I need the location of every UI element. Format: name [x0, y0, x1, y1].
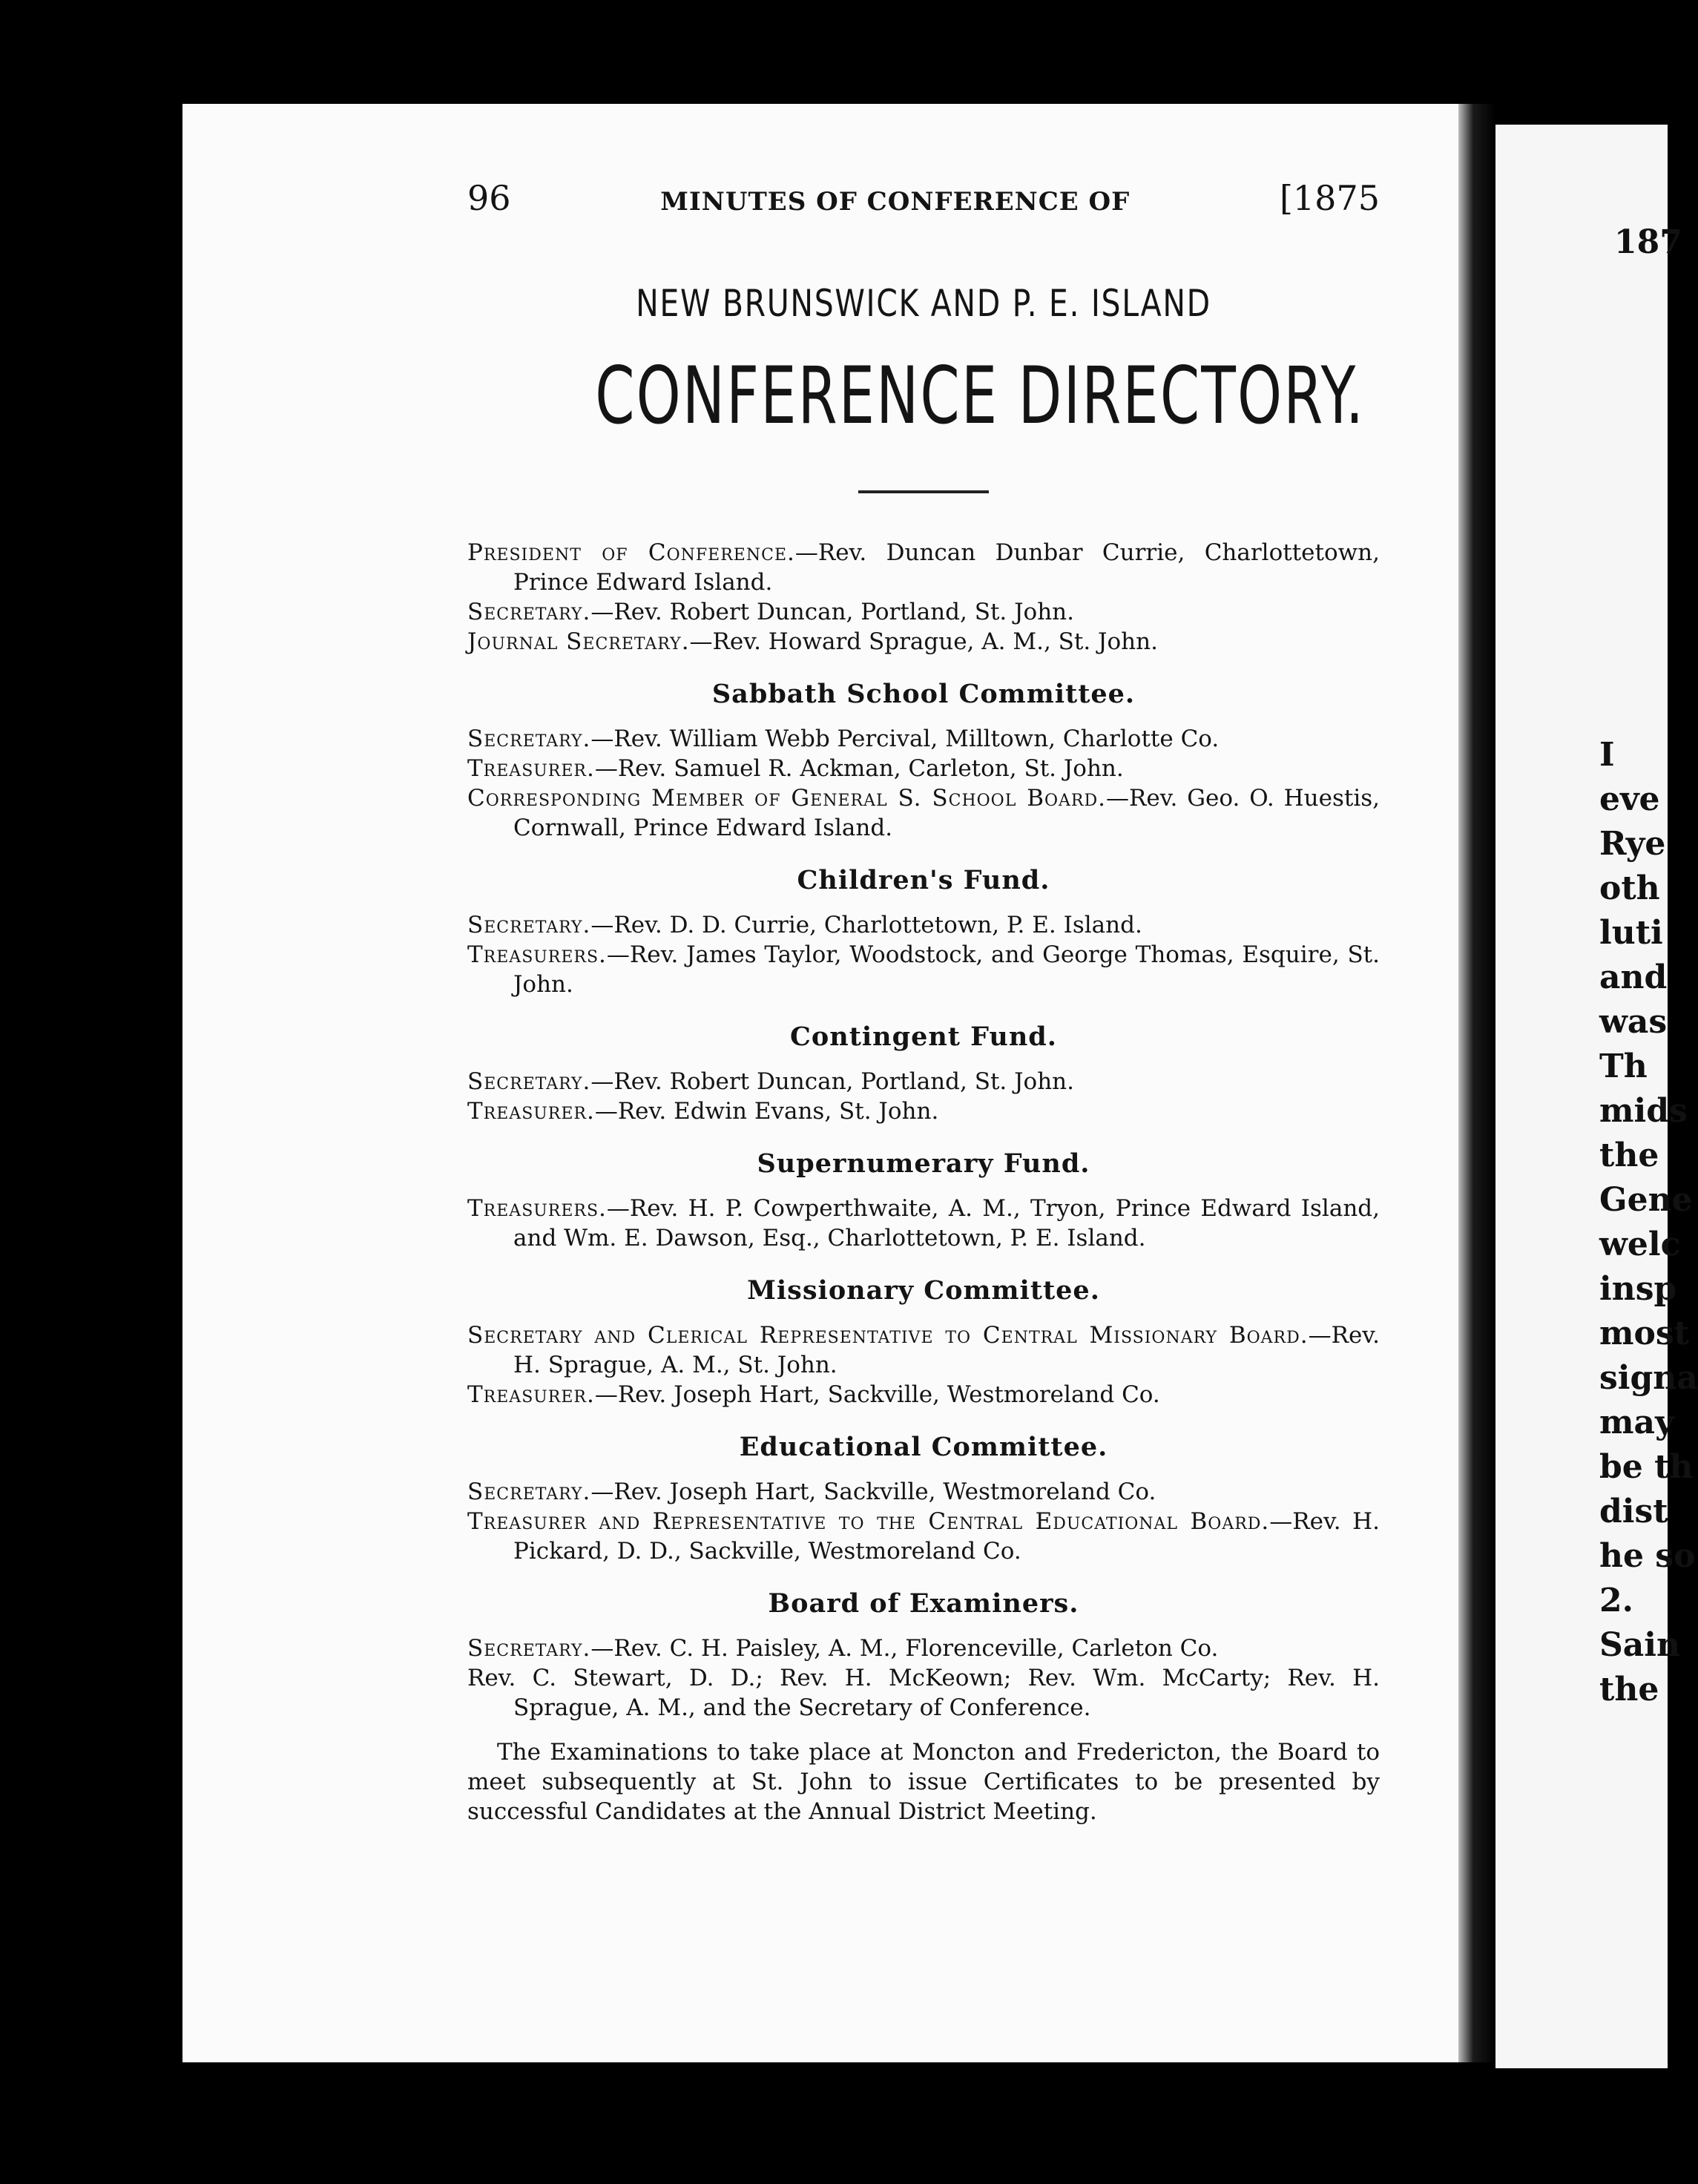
running-year: [1875	[1279, 178, 1380, 218]
entry-text: —Rev. Howard Sprague, A. M., St. John.	[689, 628, 1158, 655]
officer-entry	[467, 538, 1380, 597]
committee-section	[467, 865, 1380, 999]
right-page	[1495, 125, 1698, 2068]
committee-section	[467, 1432, 1380, 1566]
entry-text: —Rev. Joseph Hart, Sackville, Westmoreland Co.	[594, 1381, 1160, 1408]
committee-section	[467, 679, 1380, 843]
section-entry	[467, 1320, 1380, 1380]
right-page-line-fragment: and	[1599, 958, 1668, 996]
entry-text: —Rev. Joseph Hart, Sackville, Westmoreland Co.	[590, 1479, 1156, 1505]
section-entry	[467, 1194, 1380, 1253]
section-heading: Supernumerary Fund.	[757, 1148, 1090, 1179]
entry-text: —Rev. James Taylor, Woodstock, and George Thomas, Esquire, St. John.	[513, 941, 1380, 998]
committee-section	[467, 1588, 1380, 1723]
running-head	[467, 178, 1380, 223]
section-heading: Sabbath School Committee.	[711, 679, 1136, 709]
entry-label: Corresponding Member of General S. School Board.	[467, 785, 1106, 812]
officers-list	[467, 538, 1380, 657]
right-page-line-fragment: eve	[1599, 780, 1660, 818]
section-heading: Contingent Fund.	[790, 1022, 1057, 1052]
committee-section	[467, 1275, 1380, 1410]
right-page-line-fragment: the	[1599, 1671, 1659, 1708]
entry-label: Treasurers.	[467, 941, 607, 968]
section-heading: Missionary Committee.	[747, 1275, 1100, 1306]
section-entry	[467, 1663, 1380, 1723]
section-heading: Board of Examiners.	[768, 1588, 1079, 1619]
running-title: MINUTES OF CONFERENCE OF	[660, 187, 1131, 217]
committee-sections	[467, 679, 1380, 1723]
entry-label: Secretary.	[467, 1479, 591, 1505]
entry-label: Treasurer.	[467, 755, 595, 782]
entry-text: —Rev. Robert Duncan, Portland, St. John.	[590, 1068, 1074, 1095]
right-page-text-fragments	[1599, 733, 1698, 1712]
entry-text: —Rev. H. P. Cowperthwaite, A. M., Tryon, Prince Edward Island, and Wm. E. Dawson, Esq., Charlottetown, P. E. Island.	[513, 1195, 1380, 1251]
section-entry	[467, 910, 1380, 940]
committee-section	[467, 1148, 1380, 1253]
entry-text: —Rev. Geo. O. Huestis, Cornwall, Prince Edward Island.	[513, 785, 1380, 841]
directory-subtitle: NEW BRUNSWICK AND P. E. ISLAND	[636, 282, 1211, 325]
book-gutter	[1458, 104, 1495, 2062]
entry-text: —Rev. C. H. Paisley, A. M., Florenceville, Carleton Co.	[590, 1635, 1219, 1662]
closing-paragraph: The Examinations to take place at Moncton and Fredericton, the Board to meet subsequently at St. John to issue Certificates to be presented by successful Candidates at the Annual District Meeting.	[467, 1739, 1380, 1825]
entry-label: Secretary.	[467, 1635, 591, 1662]
entry-label: Secretary.	[467, 599, 591, 625]
section-entry	[467, 1507, 1380, 1566]
officer-entry	[467, 627, 1380, 657]
right-page-head-fragment: 187	[1614, 223, 1682, 261]
section-entry	[467, 783, 1380, 843]
section-heading: Children's Fund.	[797, 865, 1050, 895]
right-page-line-fragment: oth	[1599, 869, 1660, 907]
entry-label: President of Conference.	[467, 539, 795, 566]
right-page-line-fragment: Gene	[1599, 1181, 1693, 1219]
section-entry	[467, 1380, 1380, 1410]
entry-text: —Rev. H. Pickard, D. D., Sackville, Westmoreland Co.	[513, 1508, 1380, 1565]
entry-label: Treasurer.	[467, 1098, 595, 1125]
officer-entry	[467, 597, 1380, 627]
text-column	[467, 178, 1380, 1826]
entry-label: Secretary and Clerical Representative to Central Missionary Board.	[467, 1322, 1309, 1349]
section-entry	[467, 724, 1380, 754]
right-page-line-fragment: I	[1599, 736, 1615, 774]
right-page-line-fragment: signa	[1599, 1359, 1698, 1397]
entry-label: Secretary.	[467, 912, 591, 938]
right-page-line-fragment: luti	[1599, 914, 1663, 952]
right-page-line-fragment: Sain	[1599, 1626, 1680, 1664]
section-entry	[467, 1096, 1380, 1126]
right-page-line-fragment: was	[1599, 1003, 1668, 1041]
right-page-line-fragment: be th	[1599, 1448, 1694, 1486]
title-rule	[858, 490, 989, 493]
entry-label: Secretary.	[467, 726, 591, 752]
entry-label: Journal Secretary.	[467, 628, 690, 655]
entry-label: Treasurer and Representative to the Central Educational Board.	[467, 1508, 1270, 1535]
page-number: 96	[467, 178, 511, 218]
directory-title: CONFERENCE DIRECTORY.	[595, 350, 1366, 441]
section-entry	[467, 940, 1380, 999]
right-page-line-fragment: insp	[1599, 1270, 1677, 1308]
entry-text: —Rev. Edwin Evans, St. John.	[594, 1098, 939, 1125]
right-page-line-fragment: mids	[1599, 1092, 1688, 1130]
right-page-line-fragment: welc	[1599, 1226, 1681, 1263]
right-page-line-fragment: most	[1599, 1315, 1689, 1352]
section-entry	[467, 754, 1380, 783]
right-page-line-fragment: Rye	[1599, 825, 1666, 863]
section-entry	[467, 1634, 1380, 1663]
entry-text: —Rev. Robert Duncan, Portland, St. John.	[590, 599, 1074, 625]
right-page-line-fragment: may	[1599, 1404, 1674, 1441]
entry-label: Treasurer.	[467, 1381, 595, 1408]
right-page-line-fragment: he so	[1599, 1537, 1696, 1575]
entry-text: —Rev. H. Sprague, A. M., St. John.	[513, 1322, 1380, 1378]
entry-text: —Rev. William Webb Percival, Milltown, Charlotte Co.	[590, 726, 1220, 752]
section-heading: Educational Committee.	[739, 1432, 1108, 1462]
section-entry	[467, 1477, 1380, 1507]
right-page-line-fragment: 2.	[1599, 1582, 1633, 1619]
section-entry	[467, 1067, 1380, 1096]
entry-text: —Rev. Duncan Dunbar Currie, Charlottetown, Prince Edward Island.	[513, 539, 1380, 596]
entry-label: Secretary.	[467, 1068, 591, 1095]
right-page-line-fragment: dist	[1599, 1493, 1668, 1530]
committee-section	[467, 1022, 1380, 1126]
entry-label: Treasurers.	[467, 1195, 607, 1222]
right-page-line-fragment: Th	[1599, 1047, 1648, 1085]
entry-text: —Rev. D. D. Currie, Charlottetown, P. E. Island.	[590, 912, 1142, 938]
right-page-line-fragment: the	[1599, 1137, 1659, 1174]
entry-text: —Rev. Samuel R. Ackman, Carleton, St. John.	[594, 755, 1124, 782]
entry-text: Rev. C. Stewart, D. D.; Rev. H. McKeown; Rev. Wm. McCarty; Rev. H. Sprague, A. M., and the Secretary of Conference.	[467, 1665, 1380, 1721]
